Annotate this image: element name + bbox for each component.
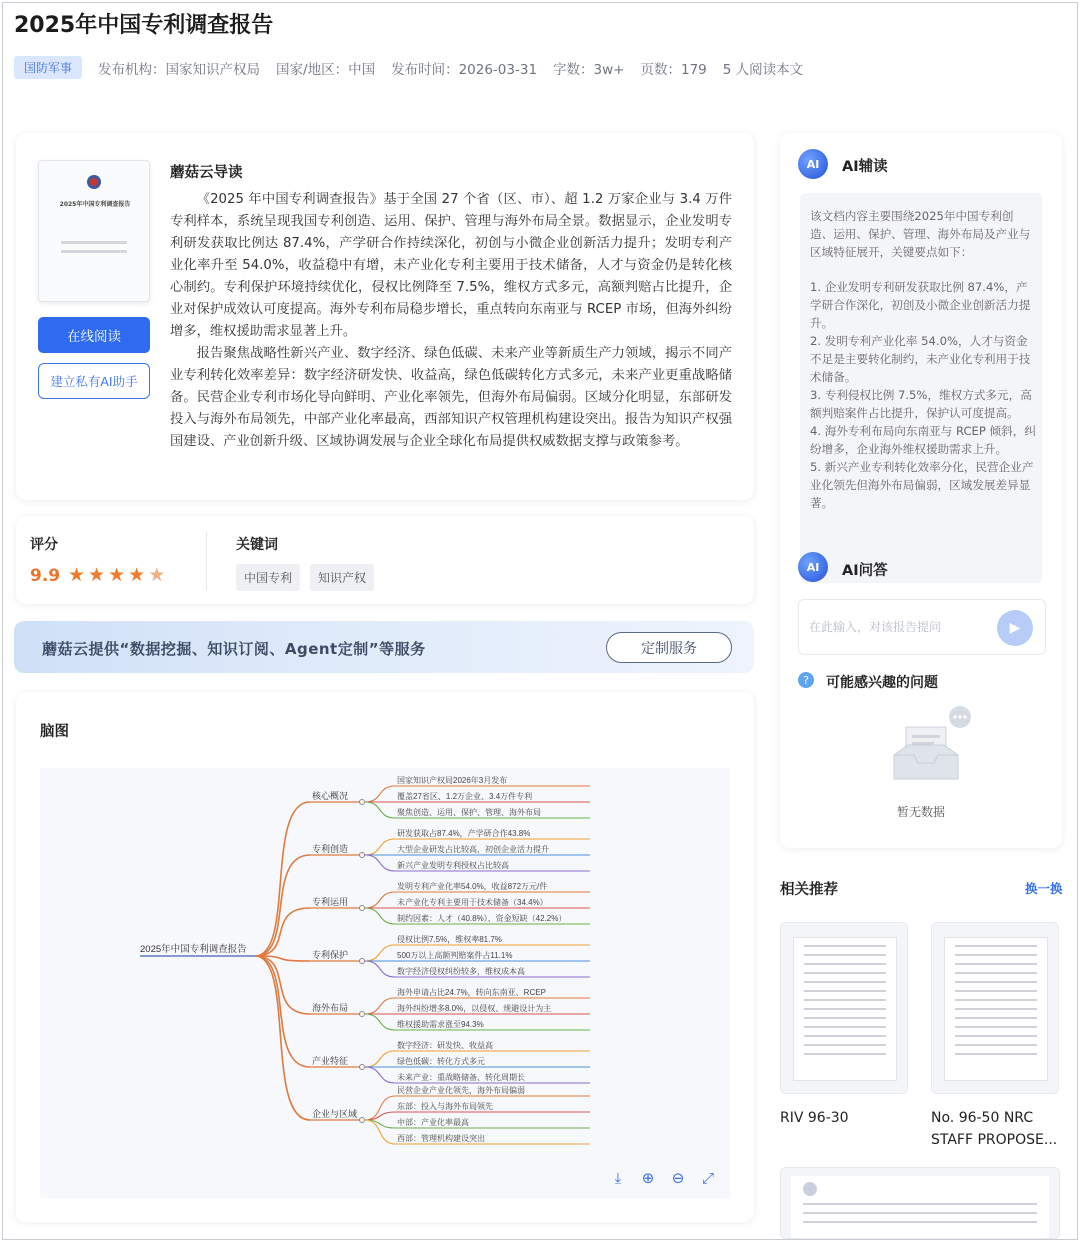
related-card[interactable] bbox=[780, 922, 908, 1094]
mindmap-leaf-label: 东部：投入与海外布局领先 bbox=[397, 1102, 493, 1111]
seal-icon bbox=[803, 1182, 817, 1196]
mindmap-leaf-link bbox=[365, 839, 395, 855]
mindmap-node-dot bbox=[360, 800, 365, 805]
mindmap-branch-label: 产业特征 bbox=[312, 1056, 349, 1066]
star-icon: ★ bbox=[128, 564, 149, 586]
mindmap-leaf-link bbox=[365, 1067, 395, 1083]
fullscreen-icon[interactable]: ⤢ bbox=[701, 1169, 714, 1187]
star-icon: ★ bbox=[68, 564, 89, 586]
mindmap-node-dot bbox=[360, 959, 365, 964]
mindmap-node-dot bbox=[360, 906, 365, 911]
related-doc-name[interactable]: RIV 96-30 bbox=[780, 1110, 849, 1126]
mindmap-leaf-label: 数字经济侵权纠纷较多，维权成本高 bbox=[397, 967, 525, 976]
zoom-in-icon[interactable]: ⊕ bbox=[641, 1169, 655, 1187]
meta-readers: 5 人阅读本文 bbox=[722, 61, 804, 78]
mindmap-leaf-link bbox=[365, 1014, 395, 1030]
mindmap-leaf-label: 聚焦创造、运用、保护、管理、海外布局 bbox=[397, 808, 541, 817]
mindmap-leaf-link bbox=[365, 945, 395, 961]
ai-read-title: AI辅读 bbox=[842, 159, 888, 175]
ai-read-points bbox=[810, 278, 1036, 512]
related-doc-name[interactable]: No. 96-50 NRC STAFF PROPOSE... bbox=[931, 1110, 1058, 1148]
mindmap-leaf-label: 海外申请占比24.7%，转向东南亚、RCEP bbox=[397, 988, 546, 997]
banner-text: 蘑菇云提供“数据挖掘、知识订阅、Agent定制”等服务 bbox=[42, 640, 426, 658]
mindmap-leaf-link bbox=[365, 1112, 395, 1120]
custom-service-button[interactable]: 定制服务 bbox=[606, 632, 732, 663]
mindmap-svg bbox=[40, 768, 730, 1198]
ai-question-input[interactable] bbox=[798, 599, 1046, 655]
mindmap-leaf-label: 发明专利产业化率54.0%，收益872万元/件 bbox=[397, 882, 548, 891]
ai-panel bbox=[780, 133, 1062, 848]
cover-emblem-icon bbox=[87, 175, 101, 189]
mindmap-leaf-label: 侵权比例7.5%，维权率81.7% bbox=[397, 935, 502, 944]
mindmap-branch-link bbox=[255, 956, 310, 1014]
mindmap-leaf-link bbox=[365, 855, 395, 871]
download-icon[interactable]: ⤓ bbox=[614, 1169, 622, 1187]
send-icon[interactable]: ▶ bbox=[997, 610, 1033, 646]
star-icon: ★ bbox=[148, 564, 169, 586]
mindmap-node-dot bbox=[360, 1065, 365, 1070]
read-online-button[interactable]: 在线阅读 bbox=[38, 317, 150, 353]
refresh-link[interactable]: 换一换 bbox=[1025, 881, 1063, 896]
related-title: 相关推荐 bbox=[780, 882, 838, 898]
summary-text bbox=[170, 189, 732, 453]
mindmap-panel bbox=[16, 692, 754, 1222]
question-mark-icon: ? bbox=[798, 672, 814, 688]
meta-publisher: 发布机构：国家知识产权局 bbox=[98, 61, 261, 78]
cover-title: 2025年中国专利调查报告 bbox=[59, 201, 131, 208]
summary-paragraph: 报告聚焦战略性新兴产业、数字经济、绿色低碳、未来产业等新质生产力领域，揭示不同产业专利转化效率差异：数字经济研发快、收益高，绿色低碳转化方式多元，未来产业更重战略储备。民营企业专利市场化导向鲜明、产业化率领先，但海外布局偏弱。区域分化明显，东部研发投入与海外布局领先，中部产业化率最高，西部知识产权管理机构建设突出。报告为知识产权强国建设、产业创新升级、区域协调发展与企业全球化布局提供权威数据支撑与政策参考。 bbox=[170, 346, 732, 449]
mindmap-canvas[interactable] bbox=[40, 768, 730, 1198]
summary-paragraph: 《2025 年中国专利调查报告》基于全国 27 个省（区、市）、超 1.2 万家企业与 3.4 万件专利样本，系统呈现我国专利创造、运用、保护、管理与海外布局全景。数据显示，企业发明专利研发获取比例达 87.4%，产学研合作持续深化，初创与小微企业创新活力提升；发明专利产业化率升至 54.0%，收益稳中有增，未产业化专利主要用于技术储备，人才与资金仍是转化核心制约。专利保护环境持续优化，侵权比例降至 7.5%，维权方式多元，高额判赔占比提升，企业对保护成效认可度提高。海外专利布局稳步增长，重点转向东南亚与 RCEP 市场，但海外纠纷增多，维权援助需求显著上升。 bbox=[170, 192, 732, 339]
build-ai-assistant-button[interactable]: 建立私有AI助手 bbox=[38, 363, 150, 399]
mindmap-leaf-label: 数字经济：研发快、收益高 bbox=[397, 1041, 493, 1050]
mindmap-title: 脑图 bbox=[40, 724, 69, 740]
rating-score: 9.9 bbox=[30, 566, 61, 586]
mindmap-leaf-label: 新兴产业发明专利授权占比较高 bbox=[397, 861, 509, 870]
service-banner bbox=[14, 621, 754, 673]
mindmap-leaf-link bbox=[365, 961, 395, 977]
mindmap-leaf-label: 民营企业产业化领先，海外布局偏弱 bbox=[397, 1086, 525, 1095]
mindmap-leaf-link bbox=[365, 998, 395, 1014]
keyword-tag[interactable]: 知识产权 bbox=[310, 564, 374, 591]
ai-qa-logo-icon: AI bbox=[798, 552, 828, 582]
empty-inbox-icon bbox=[888, 705, 978, 785]
ai-question-placeholder: 在此输入，对该报告提问 bbox=[809, 620, 942, 634]
mindmap-leaf-label: 未来产业：重战略储备、转化周期长 bbox=[397, 1073, 525, 1082]
mindmap-root: 2025年中国专利调查报告 bbox=[140, 944, 247, 955]
mindmap-leaf-link bbox=[365, 1120, 395, 1128]
mindmap-leaf-label: 维权援助需求涨至94.3% bbox=[397, 1020, 484, 1029]
mindmap-leaf-link bbox=[365, 1051, 395, 1067]
mindmap-toolbar bbox=[608, 1168, 718, 1188]
related-card[interactable] bbox=[931, 922, 1059, 1094]
ai-read-box bbox=[800, 193, 1042, 583]
meta-bar bbox=[14, 56, 803, 79]
mindmap-node-dot bbox=[360, 1118, 365, 1123]
mindmap-leaf-label: 覆盖27省区、1.2万企业、3.4万件专利 bbox=[397, 792, 533, 801]
ai-read-intro: 该文档内容主要围绕2025年中国专利创造、运用、保护、管理、海外布局及产业与区域特征展开，关键要点如下： bbox=[810, 209, 1031, 259]
mindmap-node-dot bbox=[360, 1012, 365, 1017]
mindmap-branch-label: 专利保护 bbox=[312, 950, 349, 960]
related-doc-thumbnail bbox=[793, 937, 897, 1081]
keywords-label: 关键词 bbox=[236, 537, 278, 553]
mindmap-leaf-label: 绿色低碳：转化方式多元 bbox=[397, 1057, 485, 1066]
star-icon: ★ bbox=[108, 564, 129, 586]
ai-point: 5. 新兴产业专利转化效率分化，民营企业产业化领先但海外布局偏弱，区域发展差异显著。 bbox=[810, 460, 1034, 510]
mindmap-branch-link bbox=[255, 908, 310, 956]
star-icon: ★ bbox=[88, 564, 109, 586]
interest-questions-title: 可能感兴趣的问题 bbox=[826, 675, 938, 691]
mindmap-branch-link bbox=[255, 802, 310, 956]
mindmap-branch-label: 海外布局 bbox=[312, 1003, 349, 1013]
mindmap-leaf-label: 海外纠纷增多8.0%，以侵权、规避设计为主 bbox=[397, 1004, 552, 1013]
mindmap-branch-label: 专利创造 bbox=[312, 844, 349, 854]
mindmap-branch-label: 企业与区域 bbox=[312, 1109, 358, 1119]
mindmap-leaf-label: 未产业化专利主要用于技术储备（34.4%） bbox=[397, 898, 548, 907]
mindmap-leaf-link bbox=[365, 892, 395, 908]
ai-point: 3. 专利侵权比例 7.5%，维权方式多元，高额判赔案件占比提升，保护认可度提高。 bbox=[810, 388, 1032, 420]
summary-title: 蘑菇云导读 bbox=[170, 165, 243, 181]
mindmap-leaf-label: 制约因素：人才（40.8%）、资金短缺（42.2%） bbox=[397, 914, 567, 923]
meta-region: 国家/地区：中国 bbox=[276, 61, 376, 78]
summary-panel bbox=[16, 133, 754, 500]
page-title: 2025年中国专利调查报告 bbox=[14, 13, 274, 38]
mindmap-branch-link bbox=[255, 956, 310, 1067]
divider bbox=[206, 532, 207, 590]
meta-date: 发布时间：2026-03-31 bbox=[391, 61, 538, 78]
related-card[interactable] bbox=[780, 1167, 1060, 1239]
mindmap-branch-link bbox=[255, 855, 310, 956]
mindmap-leaf-link bbox=[365, 802, 395, 818]
ai-point: 4. 海外专利布局向东南亚与 RCEP 倾斜，纠纷增多，企业海外维权援助需求上升。 bbox=[810, 424, 1036, 456]
ai-qa-title: AI问答 bbox=[842, 563, 888, 579]
mindmap-leaf-link bbox=[365, 786, 395, 802]
mindmap-leaf-label: 研发获取占87.4%，产学研合作43.8% bbox=[397, 829, 531, 838]
zoom-out-icon[interactable]: ⊖ bbox=[671, 1169, 685, 1187]
ai-point: 1. 企业发明专利研发获取比例 87.4%，产学研合作深化，初创及小微企业创新活力提升。 bbox=[810, 280, 1031, 330]
category-tag[interactable]: 国防军事 bbox=[14, 56, 82, 79]
rating-panel bbox=[16, 516, 754, 604]
mindmap-branch-label: 专利运用 bbox=[312, 897, 349, 907]
related-doc-thumbnail bbox=[791, 1176, 1049, 1239]
mindmap-leaf-label: 中部：产业化率最高 bbox=[397, 1118, 469, 1127]
meta-pages: 页数：179 bbox=[640, 61, 707, 78]
mindmap-branch-label: 核心概况 bbox=[312, 791, 349, 801]
report-cover-thumbnail[interactable] bbox=[38, 160, 150, 302]
keyword-list bbox=[236, 564, 374, 591]
ai-point: 2. 发明专利产业化率 54.0%，人才与资金不足是主要转化制约，未产业化专利用于技术储备。 bbox=[810, 334, 1031, 384]
empty-state-text: 暂无数据 bbox=[896, 805, 945, 819]
mindmap-leaf-label: 国家知识产权局2026年3月发布 bbox=[397, 776, 508, 785]
related-doc-thumbnail bbox=[944, 937, 1048, 1081]
mindmap-leaf-label: 500万以上高额判赔案件占11.1% bbox=[397, 951, 513, 960]
keyword-tag[interactable]: 中国专利 bbox=[236, 564, 300, 591]
ai-logo-icon: AI bbox=[798, 149, 828, 179]
rating-stars[interactable] bbox=[68, 564, 168, 586]
rating-label: 评分 bbox=[30, 537, 58, 553]
mindmap-branch-link bbox=[255, 956, 310, 1120]
mindmap-node-dot bbox=[360, 853, 365, 858]
mindmap-leaf-label: 西部：管理机构建设突出 bbox=[397, 1134, 485, 1143]
mindmap-leaf-link bbox=[365, 908, 395, 924]
mindmap-leaf-label: 大型企业研发占比较高，初创企业活力提升 bbox=[397, 845, 549, 854]
meta-words: 字数：3w+ bbox=[553, 61, 625, 78]
